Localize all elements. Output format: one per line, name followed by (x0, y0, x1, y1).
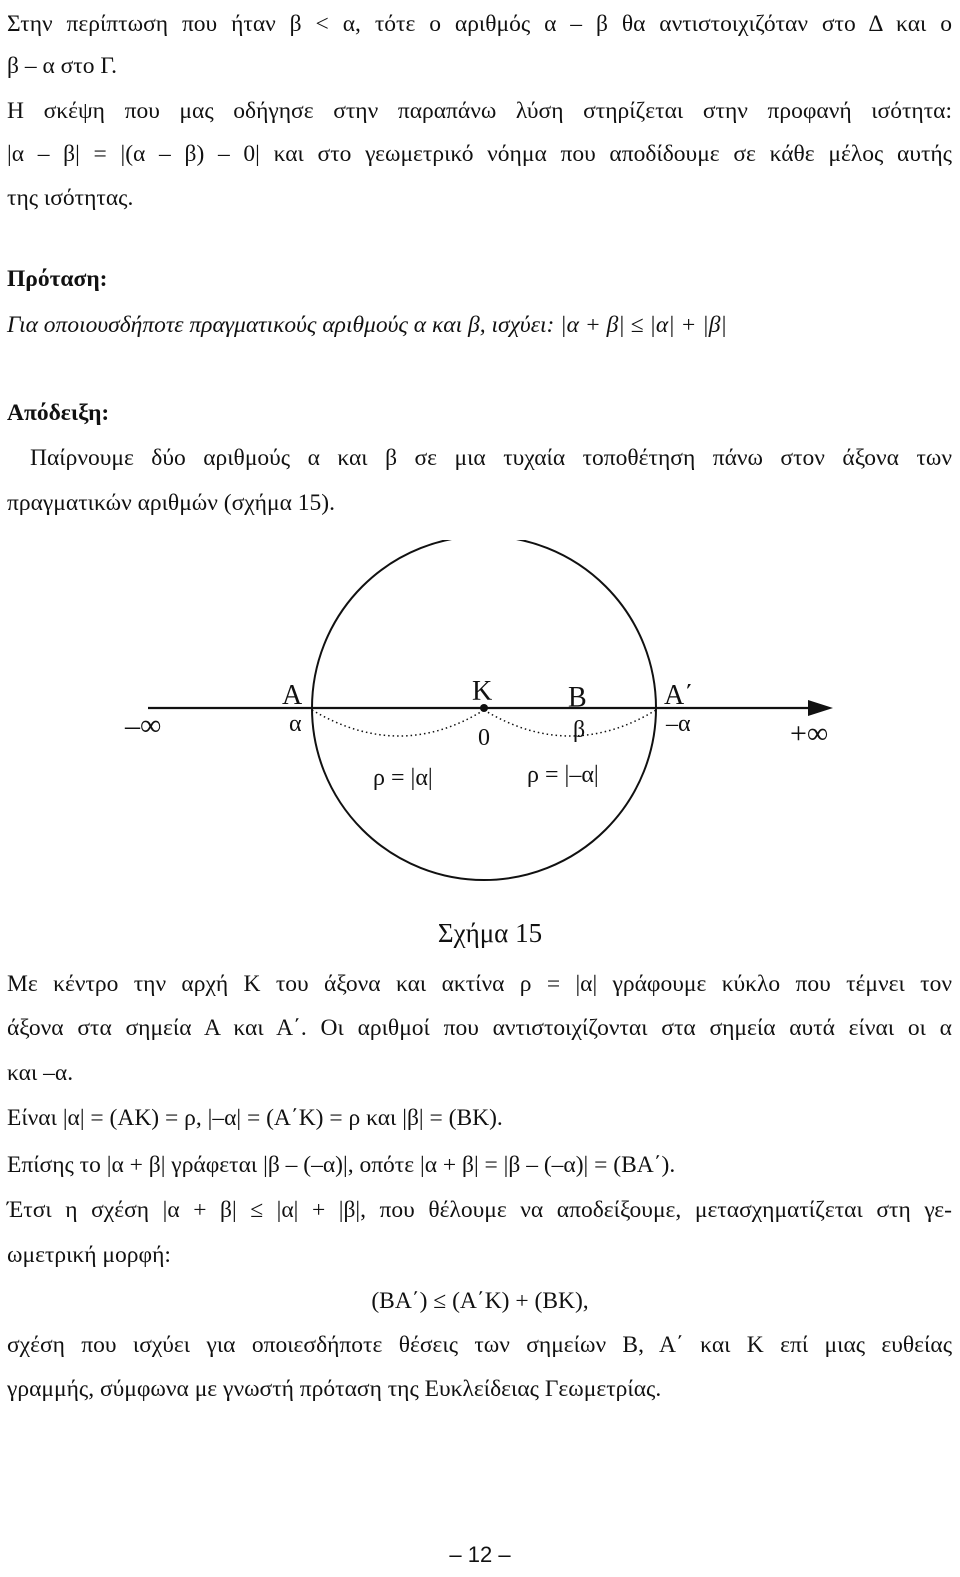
proof-line: πραγματικών αριθμών (σχήμα 15). (7, 490, 335, 516)
paragraph-line: Έτσι η σχέση |α + β| ≤ |α| + |β|, που θέλουμε να αποδείξουμε, μετασχηματίζεται στη γε- (7, 1197, 952, 1223)
label-point-a-prime: Α΄ (664, 680, 694, 711)
proof-heading: Απόδειξη: (7, 400, 110, 426)
label-value-zero: 0 (478, 725, 490, 751)
page-number: – 12 – (449, 1542, 511, 1567)
label-minus-infinity: –∞ (125, 709, 162, 742)
label-point-k: Κ (472, 676, 493, 707)
label-value-b: β (573, 717, 586, 743)
label-value-a: α (289, 711, 302, 737)
number-line-diagram (0, 540, 960, 960)
proposition-heading: Πρόταση: (7, 266, 108, 292)
figure-caption: Σχήμα 15 (437, 918, 543, 948)
label-radius-left: ρ = |α| (373, 765, 433, 791)
axis-arrow-icon (808, 700, 833, 716)
paragraph-line: Η σκέψη που μας οδήγησε στην παραπάνω λύση στηρίζεται στην προφανή ισότητα: (7, 98, 952, 124)
label-point-b: Β (568, 682, 587, 713)
paragraph-line: Επίσης το |α + β| γράφεται |β – (–α)|, οπότε |α + β| = |β – (–α)| = (ΒΑ΄). (7, 1152, 676, 1178)
paragraph-line: Στην περίπτωση που ήταν β < α, τότε ο αριθμός α – β θα αντιστοιχιζόταν στο Δ και ο (7, 11, 952, 37)
proof-line: Παίρνουμε δύο αριθμούς α και β σε μια τυχαία τοποθέτηση πάνω στον άξονα των (30, 445, 952, 471)
label-value-minus-a: –α (666, 711, 691, 737)
label-point-a: Α (282, 680, 303, 711)
paragraph-line: Με κέντρο την αρχή Κ του άξονα και ακτίνα ρ = |α| γράφουμε κύκλο που τέμνει τον (7, 971, 952, 997)
paragraph-line: β – α στο Γ. (7, 53, 118, 79)
radius-arc-right (484, 710, 656, 736)
proposition-text: Για οποιουσδήποτε πραγματικούς αριθμούς α και β, ισχύει: |α + β| ≤ |α| + |β| (7, 312, 727, 338)
paragraph-line: |α – β| = |(α – β) – 0| και στο γεωμετρικό νόημα που αποδίδουμε σε κάθε μέλος αυτής (7, 141, 952, 167)
paragraph-line: σχέση που ισχύει για οποιεσδήποτε θέσεις των σημείων Β, Α΄ και Κ επί μιας ευθείας (7, 1332, 952, 1358)
label-radius-right: ρ = |–α| (527, 762, 599, 788)
paragraph-line: της ισότητας. (7, 185, 134, 211)
paragraph-line: ωμετρική μορφή: (7, 1242, 171, 1268)
paragraph-line: και –α. (7, 1060, 74, 1086)
paragraph-line: γραμμής, σύμφωνα με γνωστή πρόταση της Ευκλείδειας Γεωμετρίας. (7, 1376, 662, 1402)
figure-15 (0, 540, 960, 960)
paragraph-line: άξονα στα σημεία Α και Α΄. Οι αριθμοί που αντιστοιχίζονται στα σημεία αυτά είναι οι α (7, 1015, 952, 1041)
paragraph-line: Είναι |α| = (ΑΚ) = ρ, |–α| = (Α΄Κ) = ρ και |β| = (ΒΚ). (7, 1105, 503, 1131)
label-plus-infinity: +∞ (790, 717, 829, 750)
formula: (ΒΑ΄) ≤ (Α΄Κ) + (ΒΚ), (371, 1288, 589, 1314)
radius-arc-left (312, 710, 484, 736)
